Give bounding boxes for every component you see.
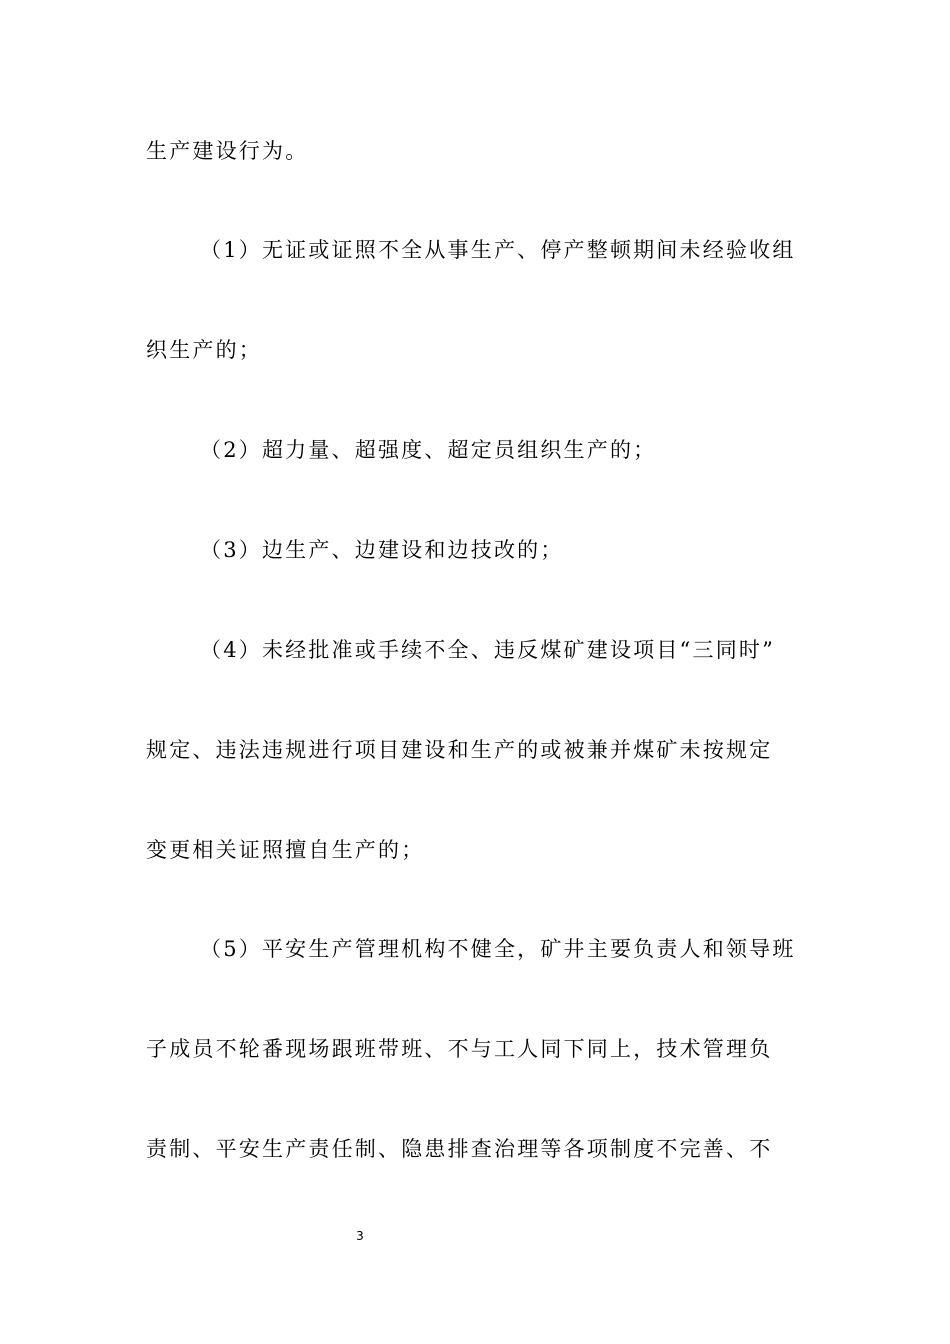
page-number: 3 <box>356 1229 364 1243</box>
item-4-line-3: 变更相关证照擅自生产的； <box>146 838 425 862</box>
item-2-line: （2）超力量、超强度、超定员组织生产的； <box>200 438 657 462</box>
text-line-1: 生产建设行为。 <box>146 139 309 163</box>
item-5-line-2: 子成员不轮番现场跟班带班、不与工人同下同上，技术管理负 <box>146 1037 773 1061</box>
item-4-line-1: （4）未经批准或手续不全、违反煤矿建设项目“三同时” <box>200 638 776 662</box>
item-5-line-1: （5）平安生产管理机构不健全，矿井主要负责人和领导班 <box>200 937 796 961</box>
item-5-line-3: 责制、平安生产责任制、隐患排查治理等各项制度不完善、不 <box>146 1137 773 1161</box>
item-4-line-2: 规定、违法违规进行项目建设和生产的或被兼并煤矿未按规定 <box>146 738 773 762</box>
item-1-line-1: （1）无证或证照不全从事生产、停产整顿期间未经验收组 <box>200 238 796 262</box>
item-3-line: （3）边生产、边建设和边技改的； <box>200 538 564 562</box>
item-1-line-2: 织生产的； <box>146 338 262 362</box>
